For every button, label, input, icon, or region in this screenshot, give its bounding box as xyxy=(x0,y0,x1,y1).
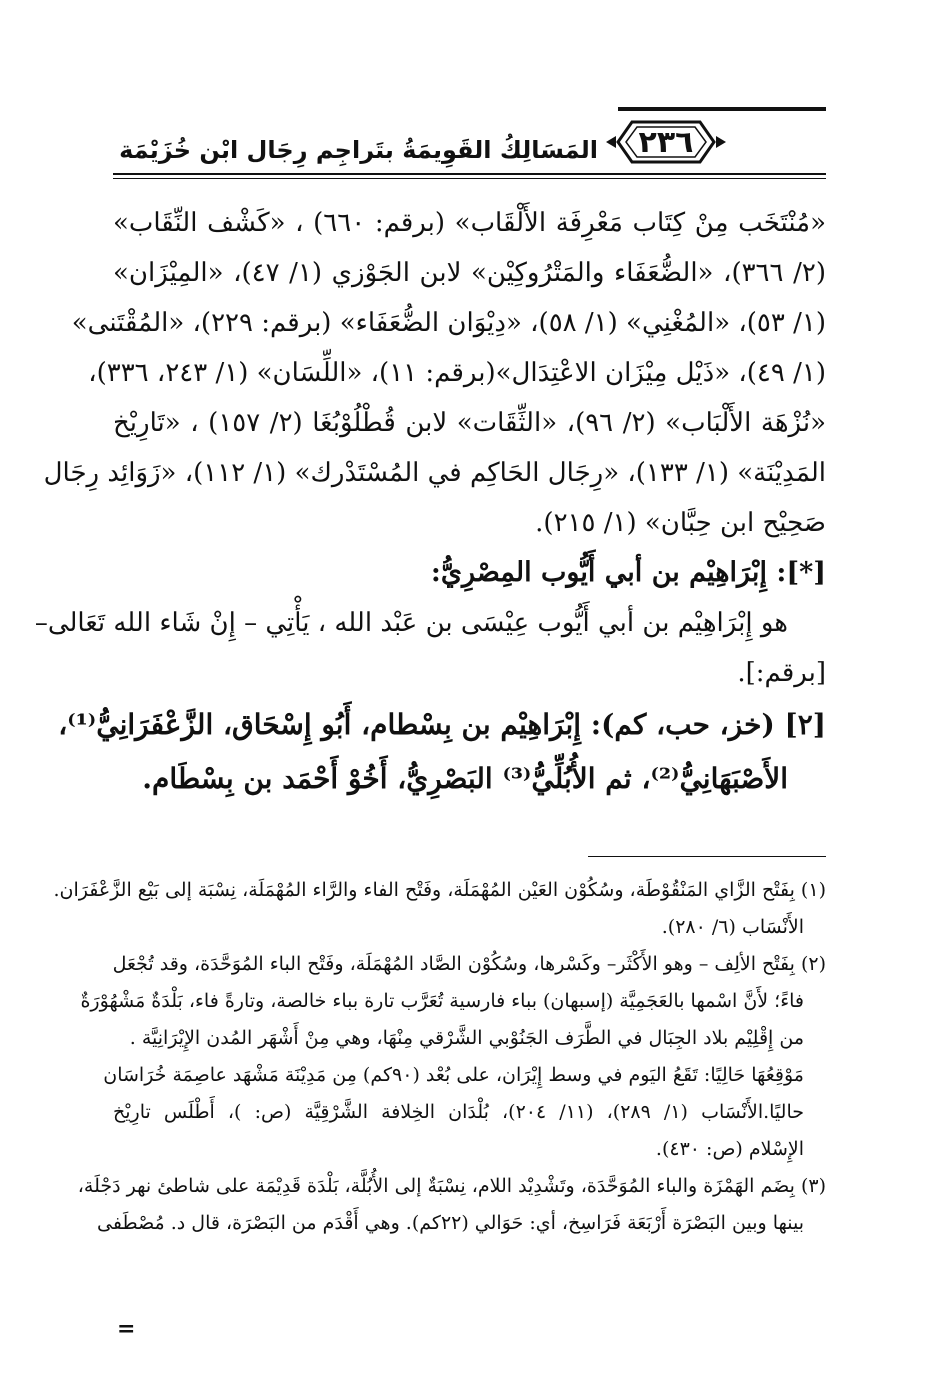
page-number-frame xyxy=(604,111,728,173)
footnote-line: الأَنْسَاب (٦/ ٢٨٠). xyxy=(661,916,804,938)
footnote-rule xyxy=(588,856,826,857)
body-line: (١/ ٥٣)، «المُغْنِي» (١/ ٥٨)، «دِيْوَان الضُّعَفَاء» (برقم: ٢٢٩)، «المُقْتَنى» xyxy=(71,308,826,338)
footnote-line: (١) بِفَتْح الزَّاي المَنْقُوْطَة، وسُكُوْن العَيْن المُهْمَلَة، وفَتْح الفاء والرَّاء المُهْمَلَة، نِسْبَة إلى بَيْع الزَّعْفَرَان. xyxy=(53,879,826,901)
body-line: «مُنْتَخَب مِنْ كِتَاب مَعْرِفَة الأَلْقَاب» (برقم: ٦٦٠) ، «كَشْف النِّقَاب» xyxy=(113,208,826,238)
body-line: (١/ ٤٩)، «ذَيْل مِيْزَان الاعْتِدَال»(برقم: ١١)، «اللِّسَان» (١/ ٢٤٣، ٣٣٦)، xyxy=(88,358,826,388)
running-title: المَسَالِكُ القَوِيمَةُ بتَراجِم رِجَال ابْن خُزَيْمَة xyxy=(119,136,598,164)
footnote-line: من إِقْلِيْم بلاد الجِبَال في الطَّرَف الجَنُوْبي الشَّرْقي مِنْهَا، وهي مِنْ أَشْهَر المُدن الإِيْرَانِيَّة . xyxy=(129,1027,804,1049)
body-line: صَحِيْح ابن حِبَّان» (١/ ٢١٥). xyxy=(535,508,826,538)
heading-body-line: هو إِبْرَاهِيْم بن أبي أَيُّوب عِيْسَى بن عَبْد الله ، يَأْتِي – إِنْ شَاء الله تَعَالى– xyxy=(34,608,788,638)
page-number: ٢٣٦ xyxy=(638,124,694,160)
section-heading: [*]: إِبْرَاهِيْم بن أبي أَيُّوب المِصْرِيُّ: xyxy=(430,557,826,588)
footnote-line: الإِسْلام (ص: ٤٣٠). xyxy=(655,1138,804,1160)
footnote-line: مَوْقِعُهَا حَالِيًا: تَقَعُ اليَوم في وسط إِيْرَان، على بُعْد (٩٠كم) مِن مَدِيْنَة مَشْهَد عاصِمَة خُرَاسَان xyxy=(103,1064,804,1086)
heading-body-line: [برقم:]. xyxy=(737,658,826,688)
body-line: (٢/ ٣٦٦)، «الضُّعَفَاء والمَتْرُوكِيْن» لابن الجَوْزي (١/ ٤٧)، «المِيْزَان» xyxy=(113,258,826,288)
footnote-line: (٢) بِفَتْح الألِف – وهو الأَكْثَر– وكَسْرها، وسُكُوْن الصَّاد المُهْمَلَة، وفَتْح الباء المُوَحَّدَة، وقد تُجْعَل xyxy=(112,953,826,975)
continuation-mark: = xyxy=(117,1316,136,1342)
header-bottom-rule xyxy=(113,173,826,179)
body-line: المَدِيْنَة» (١/ ١٣٣)، «رِجَال الحَاكِم في المُسْتَدْرك» (١/ ١١٢)، «زَوَائِد رِجَال xyxy=(43,458,826,488)
entry-line: الأَصْبَهَانِيُّ⁽²⁾، ثم الأُبُلِّيُّ⁽³⁾ البَصْرِيُّ، أَخُوْ أَحْمَد بن بِسْطَام. xyxy=(142,762,788,795)
footnote-line: بينها وبين البَصْرَة أَرْبَعَة فَرَاسِخ، أي: حَوَالي (٢٢كم). وهي أَقْدَم من البَصْرَة، قال د. مُصْطَفى xyxy=(97,1212,804,1234)
entry-line: [٢] (خز، حب، كم): إِبْرَاهِيْم بن بِسْطام، أَبُو إِسْحَاق، الزَّعْفَرَانِيُّ⁽¹⁾، xyxy=(58,708,826,741)
body-line: «نُزْهَة الأَلْبَاب» (٢/ ٩٦)، «الثِّقَات» لابن قُطْلُوْبُغَا (٢/ ١٥٧) ، «تَارِيْخ xyxy=(113,408,827,438)
footnote-line: فاءً؛ لأَنَّ اسْمها بالعَجَمِيَّة (إسبهان) بباء فارسية تُعَرَّب تارة بباء خالصة، وتارةً فاء، بَلْدَةٌ مَشْهُوْرَةٌ xyxy=(80,990,804,1012)
main-text xyxy=(34,198,827,806)
footnote-line: حاليًا.الأَنْسَاب (١/ ٢٨٩)، (١١/ ٢٠٤)، بُلْدَان الخِلافة الشَّرْقِيَّة (ص: )، أَطْلَس تارِيْخ xyxy=(113,1101,804,1123)
footnotes xyxy=(53,872,826,1242)
footnote-line: (٣) بِضَم الهَمْزَة والباء المُوَحَّدَة، وتَشْدِيْد اللام، نِسْبَةٌ إلى الأُبُلَّة، بَلْدَة قَدِيْمَة على شاطئ نهر دَجْلَة، xyxy=(77,1175,826,1197)
